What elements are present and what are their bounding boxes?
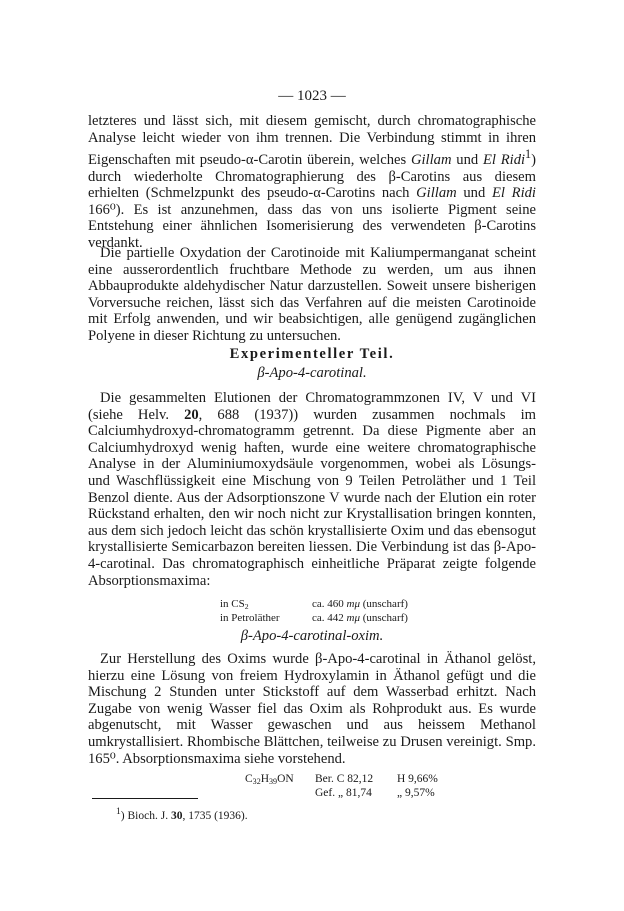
paragraph-3-text: Die gesammelten Elutionen der Chromatogrammzonen IV, V und VI (siehe Helv. — [88, 390, 536, 423]
absorption-unit: mμ — [346, 598, 360, 610]
solvent-label: in Petroläther — [220, 612, 280, 624]
footnote-mark: 1 — [116, 806, 121, 817]
analysis-row-calculated — [245, 772, 438, 786]
footnote-text: , 1735 (1936). — [182, 809, 248, 822]
paragraph-1-text: ) durch wiederholte Chromatographierung des β-Carotins aus diesem erhielten (Schmelzpunkt des pseudo-α-Carotins nach — [88, 152, 536, 202]
formula-on: ON — [277, 773, 294, 785]
absorption-value: ca. 442 — [312, 612, 347, 624]
absorption-row — [220, 611, 408, 625]
paragraph-2: Die partielle Oxydation der Carotinoide mit Kaliumpermanganat scheint eine ausserordentlich fruchtbare Methode zu werden, um aus ihnen Abbauprodukte aldehydischer Natur darzustellen. Soweit unsere bisherigen Vorversuche reichen, lässt sich das Verfahren auf die meisten Carotinoide mit Erfolg anwenden, und wir beabsichtigen, alle genügend zugänglichen Polyene in dieser Richtung zu untersuchen. — [88, 245, 536, 344]
subheading-oxim — [0, 628, 624, 645]
paragraph-1-text: und — [451, 152, 483, 169]
formula-h: H — [260, 773, 270, 785]
footnote-text: ) Bioch. J. — [120, 809, 171, 822]
molecular-formula — [245, 772, 315, 786]
solvent — [220, 611, 312, 625]
absorption-table — [220, 597, 408, 625]
paragraph-4: Zur Herstellung des Oxims wurde β-Apo-4-carotinal in Äthanol gelöst, hierzu eine Lösung von freiem Hydroxylamin in Äthanol gefügt und die Mischung 2 Stunden unter Stickstoff auf dem Wasserbad erhitzt. Nach Zugabe von wenig Wasser fiel das Oxim als Rohprodukt aus. Es wurde abgenutscht, mit Wasser gewaschen und aus heissem Methanol umkrystallisiert. Rhombische Blättchen, teilweise zu Drusen vereinigt. Smp. 165⁰. Absorptionsmaxima siehe vorstehend. — [88, 651, 536, 767]
absorption-row — [220, 597, 408, 611]
author-name: El Ridi — [482, 152, 526, 169]
page-number: — 1023 — — [278, 88, 346, 104]
paragraph-1-text: letzteres und lässt sich, mit diesem gemischt, durch chromatographische Analyse leicht wieder von ihm trennen. Die Verbindung stimmt in ihren Eigenschaften mit pseudo-α-Carotin überein, welches — [88, 113, 536, 169]
subheading-oxim-text: β-Apo-4-carotinal-oxim. — [240, 628, 384, 644]
footnote — [116, 805, 248, 823]
author-name: Gillam — [410, 152, 452, 169]
footnote-ref: 1 — [525, 147, 532, 162]
solvent-subscript: 2 — [244, 602, 249, 611]
found-carbon: Gef. „ 81,74 — [315, 787, 372, 799]
paragraph-1-text: 166⁰). Es ist anzunehmen, dass das von uns isolierte Pigment seine Entstehung einer ähnlichen Isomerisierung des verwendeten β-Carotins verdankt. — [88, 201, 536, 252]
formula-h-sub: 39 — [269, 777, 278, 786]
volume-number: 20 — [184, 406, 199, 423]
calculated-hydrogen: H 9,66% — [397, 773, 438, 785]
footnote-rule — [92, 798, 198, 799]
solvent-label: in CS — [220, 598, 245, 610]
author-name: Gillam — [416, 185, 457, 202]
absorption-value: ca. 460 — [312, 598, 347, 610]
calculated-carbon: Ber. C 82,12 — [315, 773, 374, 785]
section-heading: Experimenteller Teil. — [229, 346, 395, 362]
author-name: El Ridi — [491, 185, 536, 202]
elemental-analysis — [245, 772, 438, 800]
subheading-apo-carotinal: β-Apo-4-carotinal. — [257, 365, 367, 381]
solvent — [220, 597, 312, 611]
footnote-volume: 30 — [170, 809, 183, 822]
found-hydrogen: „ 9,57% — [397, 787, 435, 799]
paragraph-1-text: und — [456, 185, 492, 202]
formula-c: C — [245, 773, 253, 785]
absorption-note: (unscharf) — [359, 612, 408, 624]
analysis-row-found — [245, 786, 438, 800]
paragraph-1 — [88, 113, 536, 252]
paragraph-3-text: , 688 (1937)) wurden zusammen nochmals im Calciumhydroxyd-chromatogramm getrennt. Da diese Pigmente aber an Calciumhydroxyd wenig haften, wurde eine weitere chromatographische Analyse in der Aluminiumoxydsäule vorgenommen, wobei als Lösungs- und Waschflüssigkeit eine Mischung von 9 Teilen Petroläther und 1 Teil Benzol diente. Aus der Adsorptionszone V wurde nach der Elution ein roter Rückstand erhalten, den wir noch nicht zur Krystallisation bringen konnten, aus dem sich jedoch leicht das schön krystallisierte Oxim und das ebensogut krystallisierte Semicarbazon bereiten liessen. Die Verbindung ist das β-Apo-4-carotinal. Das chromatographisch einheitliche Präparat zeigte folgende Absorptionsmaxima: — [88, 406, 536, 589]
absorption-unit: mμ — [346, 612, 360, 624]
paragraph-3 — [88, 390, 536, 589]
formula-c-sub: 32 — [252, 777, 261, 786]
absorption-note: (unscharf) — [359, 598, 408, 610]
